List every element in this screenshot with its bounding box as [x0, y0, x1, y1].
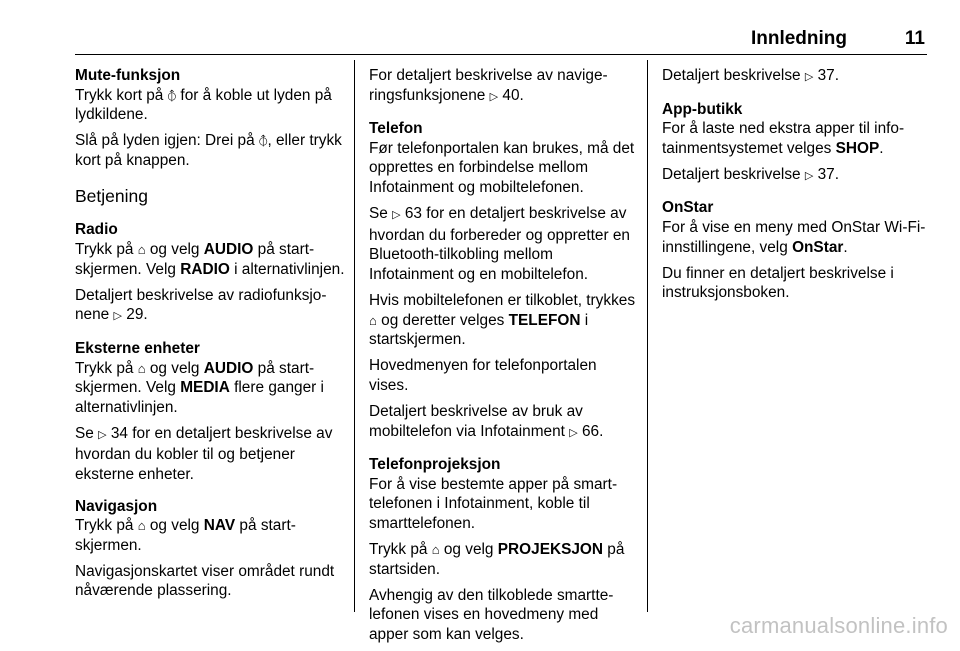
page-reference[interactable]: 34 for en detaljert beskrivelse av hvordan du kobler til og betjener eksterne enheter. [75, 424, 333, 483]
paragraph: Hovedmenyen for telefonportalen vises. [369, 357, 597, 394]
header-divider [75, 54, 927, 55]
arrow-icon: ▷ [489, 90, 499, 103]
subheading-radio: Radio [75, 221, 118, 239]
column-3 [662, 66, 930, 309]
paragraph: Slå på lyden igjen: Drei på ⦽, eller trykk kort på knappen. [75, 132, 342, 169]
paragraph: For å vise bestemte apper på smarttelefonen i Infotainment, koble til smarttelefonen. [369, 475, 618, 532]
column-1 [75, 66, 345, 608]
paragraph: For å vise en meny med OnStar Wi-Fi-innstillingene, velg OnStar. [662, 219, 926, 256]
watermark: carmanualsonline.info [729, 613, 948, 638]
chapter-title: Innledning [750, 28, 847, 49]
paragraph: Detaljert beskrivelse av radiofunksjonene ▷ 29. [75, 286, 327, 324]
home-icon: ⌂ [137, 360, 146, 376]
paragraph: Navigasjonskartet viser området rundt nåværende plassering. [75, 562, 335, 600]
page-reference[interactable]: 37. [817, 67, 840, 84]
page-header [75, 28, 927, 50]
paragraph: Se ▷ 63 for en detaljert beskrivelse av hvordan du forbereder og oppretter en Bluetooth-tilkobling mellom Infotainment og en mobiltelefon. [369, 205, 630, 283]
paragraph: Trykk på ⌂ og velg PROJEKSJON på startsiden. [369, 540, 625, 578]
arrow-icon: ▷ [98, 428, 107, 441]
power-icon: ⦽ [258, 133, 268, 149]
home-icon: ⌂ [137, 518, 146, 534]
paragraph: Detaljert beskrivelse ▷ 37. [662, 67, 840, 84]
paragraph: Trykk kort på ⦽ for å koble ut lyden på lydkildene. [75, 86, 332, 124]
page-reference[interactable]: 66. [581, 422, 604, 440]
page-reference[interactable]: 63 for en detaljert beskrivelse av hvordan du forbereder og oppretter en Bluetooth-tilkobling mellom Infotainment og en mobiltelefon. [369, 205, 630, 283]
paragraph: Detaljert beskrivelse av bruk av mobiltelefon via Infotainment ▷ 66. [369, 402, 604, 440]
section-heading: Betjening [75, 186, 148, 207]
home-icon: ⌂ [137, 242, 146, 258]
subheading-phone: Telefon [369, 120, 423, 138]
subheading-external: Eksterne enheter [75, 339, 200, 357]
paragraph: For å laste ned ekstra apper til infotainmentsystemet velges SHOP. [662, 120, 905, 157]
column-divider-2 [647, 60, 648, 612]
subheading-mute: Mute-funksjon [75, 67, 181, 84]
arrow-icon: ▷ [804, 71, 814, 83]
page-reference[interactable]: 40. [502, 86, 524, 104]
paragraph: Se ▷ 34 for en detaljert beskrivelse av hvordan du kobler til og betjener eksterne enheter. [75, 424, 333, 483]
power-icon: ⦽ [167, 87, 177, 103]
paragraph: Trykk på ⌂ og velg AUDIO på startskjermen. Velg RADIO i alternativlinjen. [75, 241, 345, 278]
paragraph: Avhengig av den tilkoblede smarttelefonen vises en hovedmeny med apper som kan velges. [369, 586, 614, 643]
page-reference[interactable]: 29. [126, 306, 148, 324]
subheading-app-store: App-butikk [662, 100, 743, 118]
column-divider-1 [354, 60, 355, 612]
arrow-icon: ▷ [804, 169, 814, 182]
paragraph: Trykk på ⌂ og velg NAV på startskjermen. [75, 517, 296, 554]
column-2 [369, 66, 637, 651]
paragraph: For detaljert beskrivelse av navigeringsfunksjonene ▷ 40. [369, 67, 608, 104]
paragraph: Detaljert beskrivelse ▷ 37. [662, 165, 840, 183]
page-reference[interactable]: 37. [817, 165, 840, 183]
subheading-navigation: Navigasjon [75, 497, 158, 515]
subheading-projection: Telefonprojeksjon [369, 456, 501, 474]
page-number: 11 [904, 28, 925, 49]
paragraph: Du finner en detaljert beskrivelse i instruksjonsboken. [662, 264, 894, 302]
arrow-icon: ▷ [392, 209, 401, 222]
arrow-icon: ▷ [113, 310, 122, 323]
arrow-icon: ▷ [569, 426, 578, 439]
paragraph: Før telefonportalen kan brukes, må det opprettes en forbindelse mellom Infotainment og mobiltelefonen. [369, 139, 635, 196]
subheading-onstar: OnStar [662, 199, 714, 217]
home-icon: ⌂ [431, 541, 440, 557]
home-icon: ⌂ [369, 312, 377, 328]
paragraph: Trykk på ⌂ og velg AUDIO på startskjermen. Velg MEDIA flere ganger i alternativlinjen. [75, 359, 324, 416]
paragraph: Hvis mobiltelefonen er tilkoblet, trykkes ⌂ og deretter velges TELEFON i startskjermen. [369, 291, 636, 349]
